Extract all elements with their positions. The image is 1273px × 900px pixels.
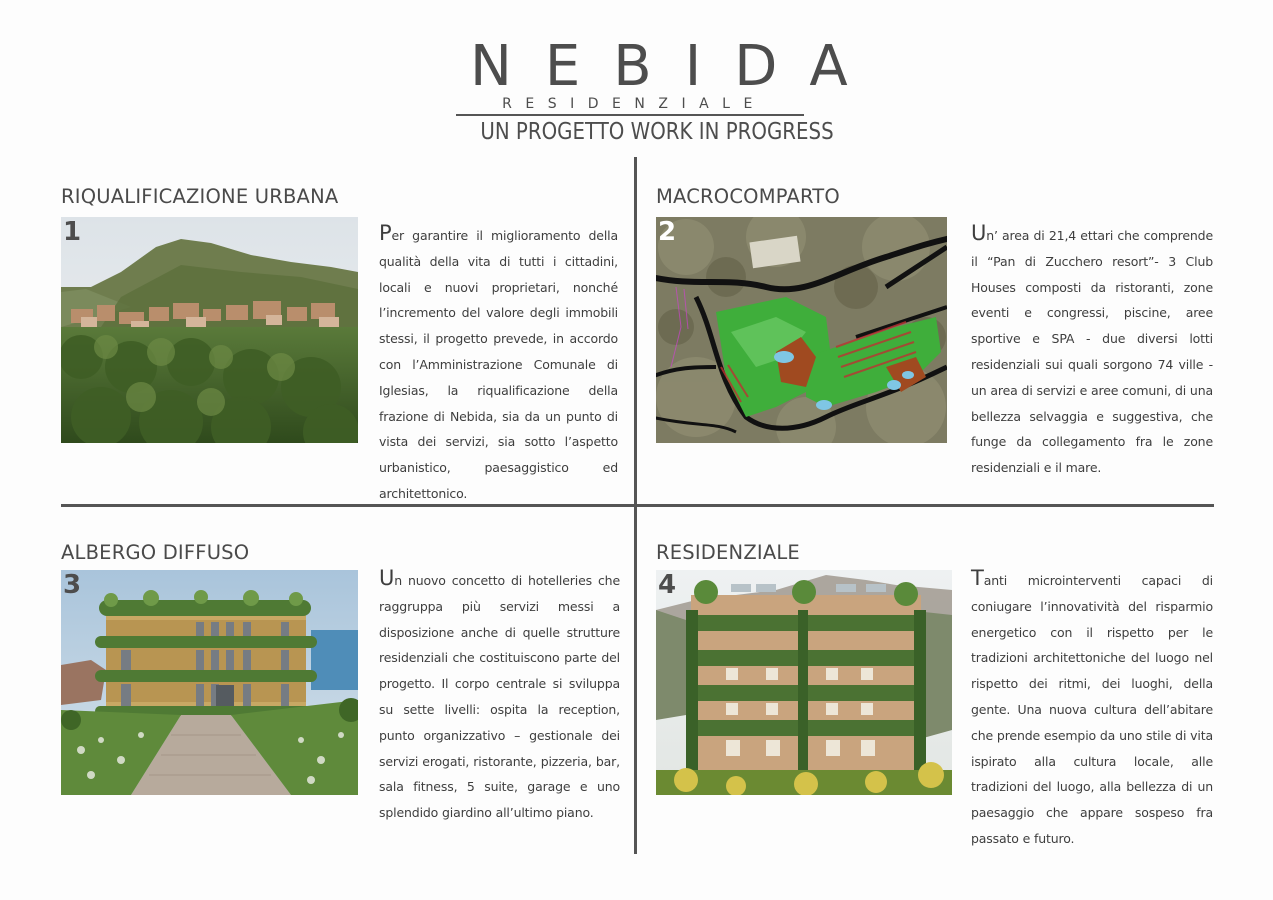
section-text-residenziale: Tanti microinterventi capaci di coniugare l’innovatività del risparmio energetico con il rispetto per le tradizioni architettoniche del luogo nel rispetto dei ritmi, dei luoghi, della gente. Una nuova cultura dell’abitare che prende esempio da uno stile di vita ispirato alla cultura locale, alle tradizioni del luogo, alla bellezza di un paesaggio che appare sospeso fra passato e futuro. bbox=[971, 566, 1213, 846]
section-title-macrocomparto: MACROCOMPARTO bbox=[656, 185, 840, 208]
section-title-residenziale: RESIDENZIALE bbox=[656, 541, 800, 564]
dropcap: T bbox=[971, 566, 984, 590]
section-title-riqualificazione: RIQUALIFICAZIONE URBANA bbox=[61, 185, 339, 208]
logo-rule bbox=[456, 114, 804, 116]
section-title-albergo: ALBERGO DIFFUSO bbox=[61, 541, 250, 564]
photo-albergo-diffuso bbox=[61, 570, 358, 795]
section-number: 3 bbox=[63, 570, 82, 600]
dropcap: U bbox=[379, 566, 395, 590]
photo-residenziale-building bbox=[656, 570, 952, 795]
section-number: 1 bbox=[63, 217, 82, 247]
logo bbox=[456, 34, 881, 145]
photo-masterplan-map bbox=[656, 217, 947, 443]
horizontal-divider bbox=[61, 504, 1214, 507]
dropcap: U bbox=[971, 221, 987, 245]
section-number: 4 bbox=[658, 570, 677, 600]
section-text-macrocomparto: Un’ area di 21,4 ettari che comprende il “Pan di Zucchero resort”- 3 Club Houses composti da ristoranti, zone eventi e congressi, piscine, aree sportive e SPA - due diversi lotti residenziali sui quali sorgono 74 ville - un area di servizi e aree comuni, di una bellezza selvaggia e suggestiva, che funge da collegamento fra le zone residenziali e il mare. bbox=[971, 221, 1213, 476]
logo-tagline: UN PROGETTO WORK IN PROGRESS bbox=[480, 119, 834, 145]
section-text-albergo: Un nuovo concetto di hotelleries che raggruppa più servizi messi a disposizione anche di quelle strutture residenziali che costituiscono parte del progetto. Il corpo centrale si sviluppa su sette livelli: ospita la reception, punto organizzativo – gestionale dei servizi erogati, ristorante, pizzeria, bar, sala fitness, 5 suite, garage e uno splendido giardino all’ultimo piano. bbox=[379, 566, 620, 821]
logo-title: NEBIDA bbox=[470, 34, 881, 99]
photo-nebida-village bbox=[61, 217, 358, 443]
section-number: 2 bbox=[658, 217, 677, 247]
section-text-riqualificazione: Per garantire il miglioramento della qualità della vita di tutti i cittadini, locali e nuovi proprietari, nonché l’incremento del valore degli immobili stessi, il progetto prevede, in accordo con l’Amministrazione Comunale di Iglesias, la riqualificazione della frazione di Nebida, sia da un punto di vista dei servizi, sia sotto l’aspetto urbanistico, paesaggistico ed architettonico. bbox=[379, 221, 618, 501]
dropcap: P bbox=[379, 221, 392, 245]
logo-subtitle: RESIDENZIALE bbox=[502, 96, 766, 112]
